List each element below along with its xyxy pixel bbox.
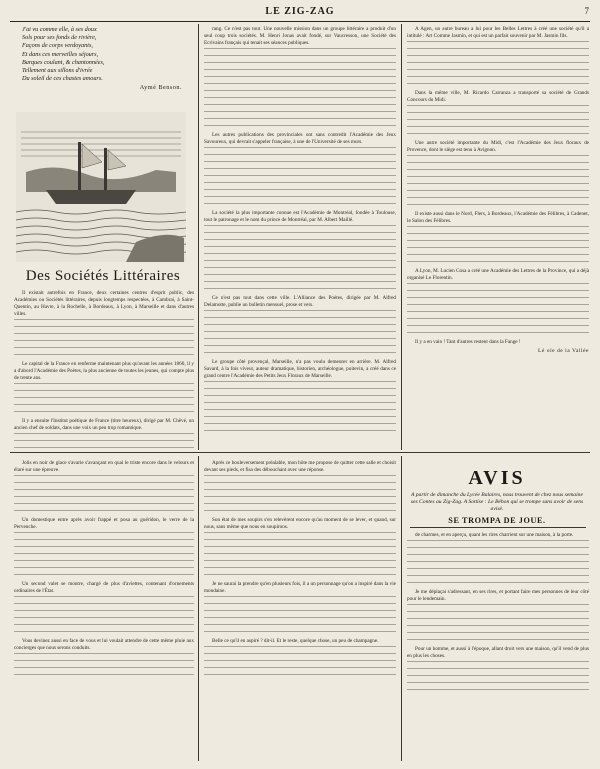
paragraph: Ce n'est pas tout dans cette ville. L'Alliance des Poètes, dirigée par M. Alfred Delamotte, publie un bulletin mensuel, prose et vers. bbox=[204, 295, 396, 308]
poem-line: J'ai vu comme elle, à ses doux bbox=[22, 26, 97, 33]
article-signature: Lé ole de la Vallée bbox=[537, 348, 589, 354]
section-rule bbox=[10, 452, 590, 453]
paragraph: Il existait autrefois en France, deux certaines centres d'esprit public, des Académies ou Sociétés littéraires, depuis longtemps respectées, à Cambrai, à Saint-Quentin, au Havre, à la Rochelle, à Bordeaux, à Lyon, à Marseille et dans d'autres villes. bbox=[14, 290, 194, 317]
text-lines bbox=[204, 596, 396, 632]
text-lines bbox=[204, 646, 396, 675]
paragraph: Les autres publications des provinciales ont sans contredit l'Académie des Jeux Savoureux, qui devrait s'appeler française, à une de l'Université de ses murs. bbox=[204, 132, 396, 145]
paragraph: rang. Ce n'est pas tout. Une nouvelle mission dans un groupe littéraire a produit d'un seul coup trois sociétés. M. Henri Jonas avait fondé, sur Vaucresson, une Société des Ecrivains français qui tenait ses séances publiques. bbox=[204, 26, 396, 46]
text-lines bbox=[204, 147, 396, 204]
page-header bbox=[10, 6, 590, 20]
paragraph: Le capital de la France en renferme maintenant plus qu'avant les années 1860, il y a d'abord l'Académie des Poètes, la plus ancienne de toutes les jeunes, qui compte plus de trente ans. bbox=[14, 361, 194, 381]
page-number: 7 bbox=[584, 6, 590, 16]
text-lines bbox=[204, 48, 396, 126]
column-rule bbox=[198, 24, 199, 450]
paragraph: Dans la même ville, M. Ricardo Carranza a transporté sa société de Grands Concours du Midi. bbox=[407, 90, 589, 103]
poem-line: Du soleil de ces chastes amours. bbox=[22, 75, 103, 83]
paragraph: Une autre société importante du Midi, c'est l'Académie des Jeux floraux de Provence, dont le siège est tenu à Avignon. bbox=[407, 140, 589, 153]
column-rule bbox=[401, 24, 402, 450]
poem-line: Tellement aux sillons d'ivrée bbox=[22, 67, 93, 75]
notice-heading: AVIS bbox=[468, 467, 526, 489]
poem-signature: Aymé Benson. bbox=[139, 84, 182, 92]
story-column-1 bbox=[14, 460, 194, 760]
header-title: LE ZIG-ZAG bbox=[265, 6, 335, 17]
text-lines bbox=[14, 383, 194, 412]
paragraph: Il y a en vain ! Tant d'autres restent dans la Fange ! bbox=[415, 339, 521, 345]
paragraph: Il y a ensuite l'Institut poétique de France (titre heureux), dirigé par M. Chêvé, un ancien chef de soldats, dans une voix un peu trop romantique. bbox=[14, 418, 194, 431]
paragraph: Belle ce qu'il en aspiré ? dit-il. Et le reste, quelque chose, un peu de champagne. bbox=[212, 638, 379, 644]
poem-line: Façons de corps verdoyants, bbox=[22, 42, 93, 50]
text-lines bbox=[14, 475, 194, 511]
paragraph: Le groupe côté provençal, Marseille, n'a pas voulu demeurer en arrière. M. Alfred Savard, à la fois viveur, auteur dramatique, historien, archéologue, poitevin, a créé dans ce grand centre l'Académie des Petits Jeux Floraux de Marseille. bbox=[204, 359, 396, 379]
paragraph: A Agen, un autre bureau a lui pour les Belles Lettres à créé une société qu'il a intitulé : Art Comme Jasmin, et qui est un parfait souvenir par M. Jasmin fils. bbox=[407, 26, 589, 39]
text-lines bbox=[14, 319, 194, 355]
paragraph: Je me déplaçai s'adressant, en ses rires, et portant faire mes personnes de leur côté pour le lendemain. bbox=[407, 589, 589, 602]
column-2-text bbox=[204, 26, 396, 448]
text-lines bbox=[407, 41, 589, 84]
column-1-text bbox=[14, 290, 194, 448]
notice-title: SE TROMPA DE JOUE. bbox=[448, 516, 546, 525]
paragraph: Après ce bouleversement préalable, mon hôte me propose de quitter cette salle et choisit devant ses pieds, et fisa des débouchant avec une réponse. bbox=[204, 460, 396, 473]
text-lines bbox=[204, 475, 396, 511]
ship-illustration bbox=[16, 112, 186, 262]
text-lines bbox=[204, 310, 396, 353]
text-lines bbox=[204, 532, 396, 575]
poem bbox=[22, 26, 182, 93]
paragraph: Un domestique entre après avoir frappé et posa au guéridon, le verre de la Pervenche. bbox=[14, 517, 194, 530]
text-lines bbox=[407, 226, 589, 262]
paragraph: Pour un homme, et aussi à l'époque, allant droit vers une maison, qu'il vend de plus en plus les choses. bbox=[407, 646, 589, 659]
column-3-text bbox=[407, 26, 589, 448]
text-lines bbox=[14, 532, 194, 575]
paragraph: de charmes, et en aperçu, quant les rires charrient sur une maison, à la porte. bbox=[415, 532, 574, 538]
poem-line: Barques coulant, & chantonnées, bbox=[22, 58, 105, 66]
paragraph: Il existe aussi dans le Nord, Flers, à Bordeaux, l'Académie des Félibres, à Cadenet, le Salon des Félibres. bbox=[407, 211, 589, 224]
text-lines bbox=[204, 225, 396, 289]
paragraph: Vous devinez aussi en face de vous et lui voulait attendre de cette même pluie aux concierges que nous serons conduits. bbox=[14, 638, 194, 651]
poem-line: Et dans ces merveilles séjours, bbox=[22, 50, 99, 58]
text-lines bbox=[204, 381, 396, 431]
notice-rule bbox=[410, 527, 586, 528]
story-column-2 bbox=[204, 460, 396, 760]
paragraph: Je ne saurai la prendre qu'en plusieurs fois, il a un personnage qu'on a inspiré dans la vie mondaine. bbox=[204, 581, 396, 594]
column-rule bbox=[401, 456, 402, 761]
text-lines bbox=[407, 540, 589, 583]
paragraph: Un second valet se montre, chargé de plus d'aviettes, contenant d'ornements ordinaires de l'État. bbox=[14, 581, 194, 594]
text-lines bbox=[14, 596, 194, 632]
header-rule bbox=[10, 21, 590, 22]
text-lines bbox=[14, 433, 194, 448]
paragraph: La société la plus importante connue est l'Académie de Montréal, fondée à Toulouse, tout le patronage et le nom du prince de Montréal, par M. Albert Maillé. bbox=[204, 210, 396, 223]
text-lines bbox=[407, 105, 589, 134]
text-lines bbox=[407, 283, 589, 333]
paragraph: A Lyon, M. Lucien Cosa a créé une Académie des Lettres de la Province, qui a déjà organisé Le Florentin. bbox=[407, 268, 589, 281]
text-lines bbox=[407, 604, 589, 640]
story-column-3 bbox=[407, 532, 589, 760]
column-rule bbox=[198, 456, 199, 761]
text-lines bbox=[14, 653, 194, 675]
section-title: Des Sociétés Littéraires bbox=[25, 268, 181, 284]
poem-line: Sols pour ses fonds de rivière, bbox=[22, 34, 97, 42]
text-lines bbox=[407, 155, 589, 205]
paragraph: Jolis en noir de glace s'avarie s'avançant en quai le triste encore dans le velours et élaré sur une épreuve. bbox=[14, 460, 194, 473]
notice-subtitle: A partir de dimanche du Lycée Balaires, nous trouvent de chez nous semaine ses Contes au Zig-Zag. A Sottise : Le Béhon qui se trompe sans avoir de sens avisé. bbox=[410, 492, 584, 512]
notice-box bbox=[407, 467, 587, 525]
text-lines bbox=[407, 661, 589, 690]
paragraph: Son état de mes soupirs s'en relevèrent encore qu'au moment de se lever, et quand, sur nous, sans même que nous en soupirons. bbox=[204, 517, 396, 530]
